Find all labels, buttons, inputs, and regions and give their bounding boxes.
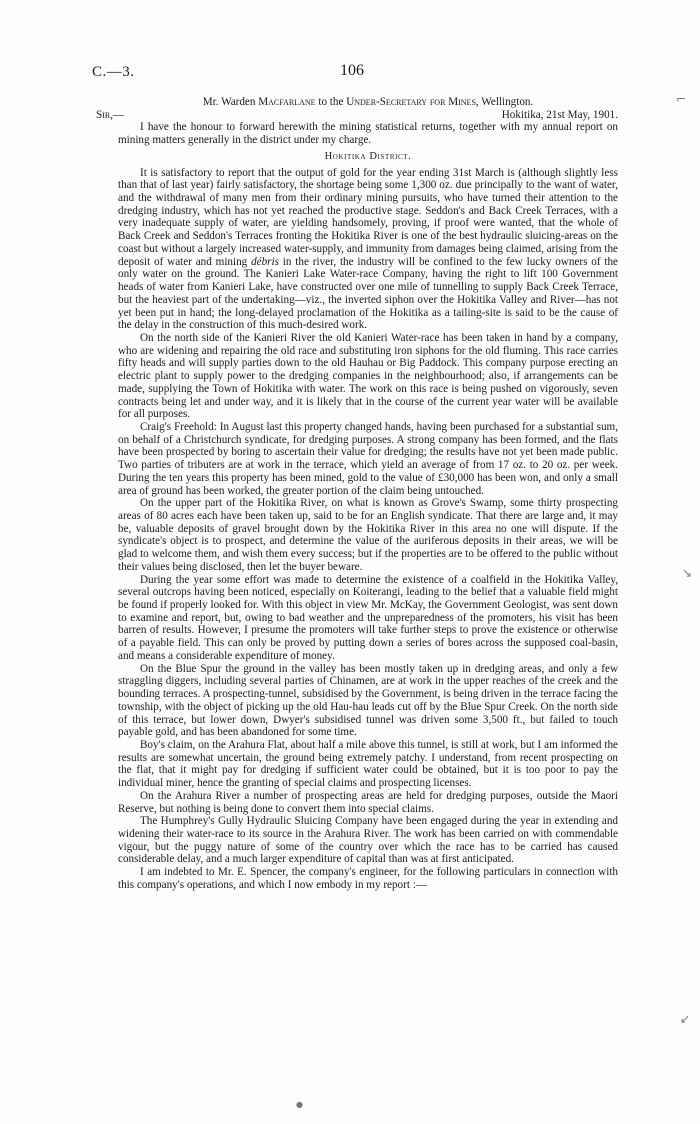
intro-paragraph: I have the honour to forward herewith the mining statistical returns, together with my annual report on mining matters generally in the district under my charge. [118, 121, 618, 147]
page-number: 106 [340, 62, 364, 79]
margin-mark-top: ⌐ [676, 92, 687, 106]
paragraph-output: It is satisfactory to report that the output of gold for the year ending 31st March is (although slightly less than that of last year) fairly satisfactory, the shortage being some 1,300 oz. due principally to the want of water, and the withdrawal of many men from their ordinary mining pursuits, who have turned their attention to the dredging industry, which has not yet reached the productive stage. Seddon's and Back Creek Terraces, with a very inadequate supply of water, are yielding handsomely, proving, if proof were wanted, that the whole of Back Creek and Seddon's Terraces fronting the Hokitika River is one of the best hydraulic sluicing-areas on the coast but without a largely increased water-supply, and immunity from damages being claimed, arising from the deposit of water and mining débris in the river, the industry will be confined to the few lucky owners of the only water on the ground. The Kanieri Lake Water-race Company, having the right to lift 100 Government heads of water from Kanieri Lake, have constructed over one mile of tunnelling to supply Back Creek Terrace, but the heaviest part of the undertaking—viz., the inverted siphon over the Hokitika Valley and River—has not yet been put in hand; the long-delayed proclamation of the Hokitika as a tailing-site is said to be the cause of the delay in the construction of this much-desired work. [118, 166, 618, 332]
margin-mark-middle: ↘ [682, 566, 693, 580]
salutation: Sir,— [96, 108, 125, 121]
letter-body [96, 96, 618, 892]
section-heading: Hokitika District. [324, 150, 412, 162]
paragraph-kanieri: On the north side of the Kanieri River the old Kanieri Water-race has been taken in hand by a company, who are widening and repairing the old race and substituting iron siphons for the old fluming. This race carries fifty heads and will supply parties down to the old Hauhau or Big Paddock. This company purpose erecting an electric plant to supply power to the dredging companies in the neighbourhood; also, if arrangements can be made, supplying the Town of Hokitika with water. The work on this race is being pushed on vigorously, seven contracts being let and under way, and it is likely that in the course of the current year water will be available for all purposes. [118, 331, 618, 421]
paragraph-craigs-freehold: Craig's Freehold: In August last this property changed hands, having been purchased for a substantial sum, on behalf of a Christchurch syndicate, for dredging purposes. A strong company has been formed, and the flats have been prospected by boring to ascertain their value for dredging; the results have not yet been made public. Two parties of tributers are at work in the terrace, which yield an average of from 17 oz. to 20 oz. per week. During the ten years this property has been mined, gold to the value of £30,000 has been won, and only a small area of ground has been worked, the greater portion of the claim being untouched. [118, 420, 618, 497]
paragraph-groves-swamp: On the upper part of the Hokitika River, on what is known as Grove's Swamp, some thirty prospecting areas of 80 acres each have been taken up, said to be for an English syndicate. That there are large and, it may be, valuable deposits of gravel brought down by the Hokitika River in this area no one will dispute. If the syndicate's object is to prospect, and determine the value of the auriferous deposits in their areas, we will be glad to welcome them, and wish them every success; but if the properties are to be offered to the public without their values being disclosed, then let the buyer beware. [118, 497, 618, 573]
letter-title: Mr. Warden Macfarlane to the Under-Secretary for Mines, Wellington. [202, 96, 534, 108]
paragraph-coalfield: During the year some effort was made to determine the existence of a coalfield in the Hokitika Valley, several outcrops having been noticed, especially on Koiterangi, leading to the belief that a valuable field might be found if properly looked for. With this object in view Mr. McKay, the Government Geologist, was sent down to examine and report, but, owing to bad weather and the unpreparedness of the promoters, his visit has been barren of results. However, I presume the promoters will take further steps to prove the existence or otherwise of a payable field. This can only be proved by putting down a series of bores across the supposed coal-basin, and means a considerable expenditure of money. [118, 573, 618, 662]
bottom-dot: ● [296, 1100, 303, 1109]
paragraph-humphreys-gully: The Humphrey's Gully Hydraulic Sluicing Company have been engaged during the year in extending and widening their water-race to its source in the Arahura River. The work has been carried on with commendable vigour, but the puggy nature of some of the country over which the race has to be carried has caused considerable delay, and a much larger expenditure of capital than was at first anticipated. [118, 815, 618, 866]
paragraph-boys-claim: Boy's claim, on the Arahura Flat, about half a mile above this tunnel, is still at work, but I am informed the results are somewhat uncertain, the ground being extremely patchy. I understand, from recent prospecting on the flat, that it might pay for dredging if sufficient water could be obtained, but it is too poor to pay the individual miner, hence the granting of special claims and prospecting licenses. [118, 738, 618, 790]
margin-mark-bottom: ↙ [680, 1012, 691, 1026]
paragraph-blue-spur: On the Blue Spur the ground in the valley has been mostly taken up in dredging areas, and only a few straggling diggers, including several parties of Chinamen, are at work in the upper reaches of the creek and the bounding terraces. A prospecting-tunnel, subsidised by the Government, is being driven in the terrace facing the township, with the object of picking up the old Hau-hau leads cut off by the Blue Spur Creek. On the north side of this terrace, but lower down, Dwyer's subsidised tunnel was driven some 3,500 ft., but failed to touch payable gold, and has been abandoned for some time. [118, 662, 618, 739]
paragraph-spencer: I am indebted to Mr. E. Spencer, the company's engineer, for the following particulars in connection with this company's operations, and which I now embody in my report :— [118, 866, 618, 891]
paragraph-arahura: On the Arahura River a number of prospecting areas are held for dredging purposes, outside the Maori Reserve, but nothing is being done to convert them into special claims. [118, 789, 618, 815]
page-header [92, 64, 612, 86]
place-date: Hokitika, 21st May, 1901. [501, 108, 618, 121]
salutation-line [96, 109, 618, 122]
page-reference: C.—3. [92, 64, 135, 80]
